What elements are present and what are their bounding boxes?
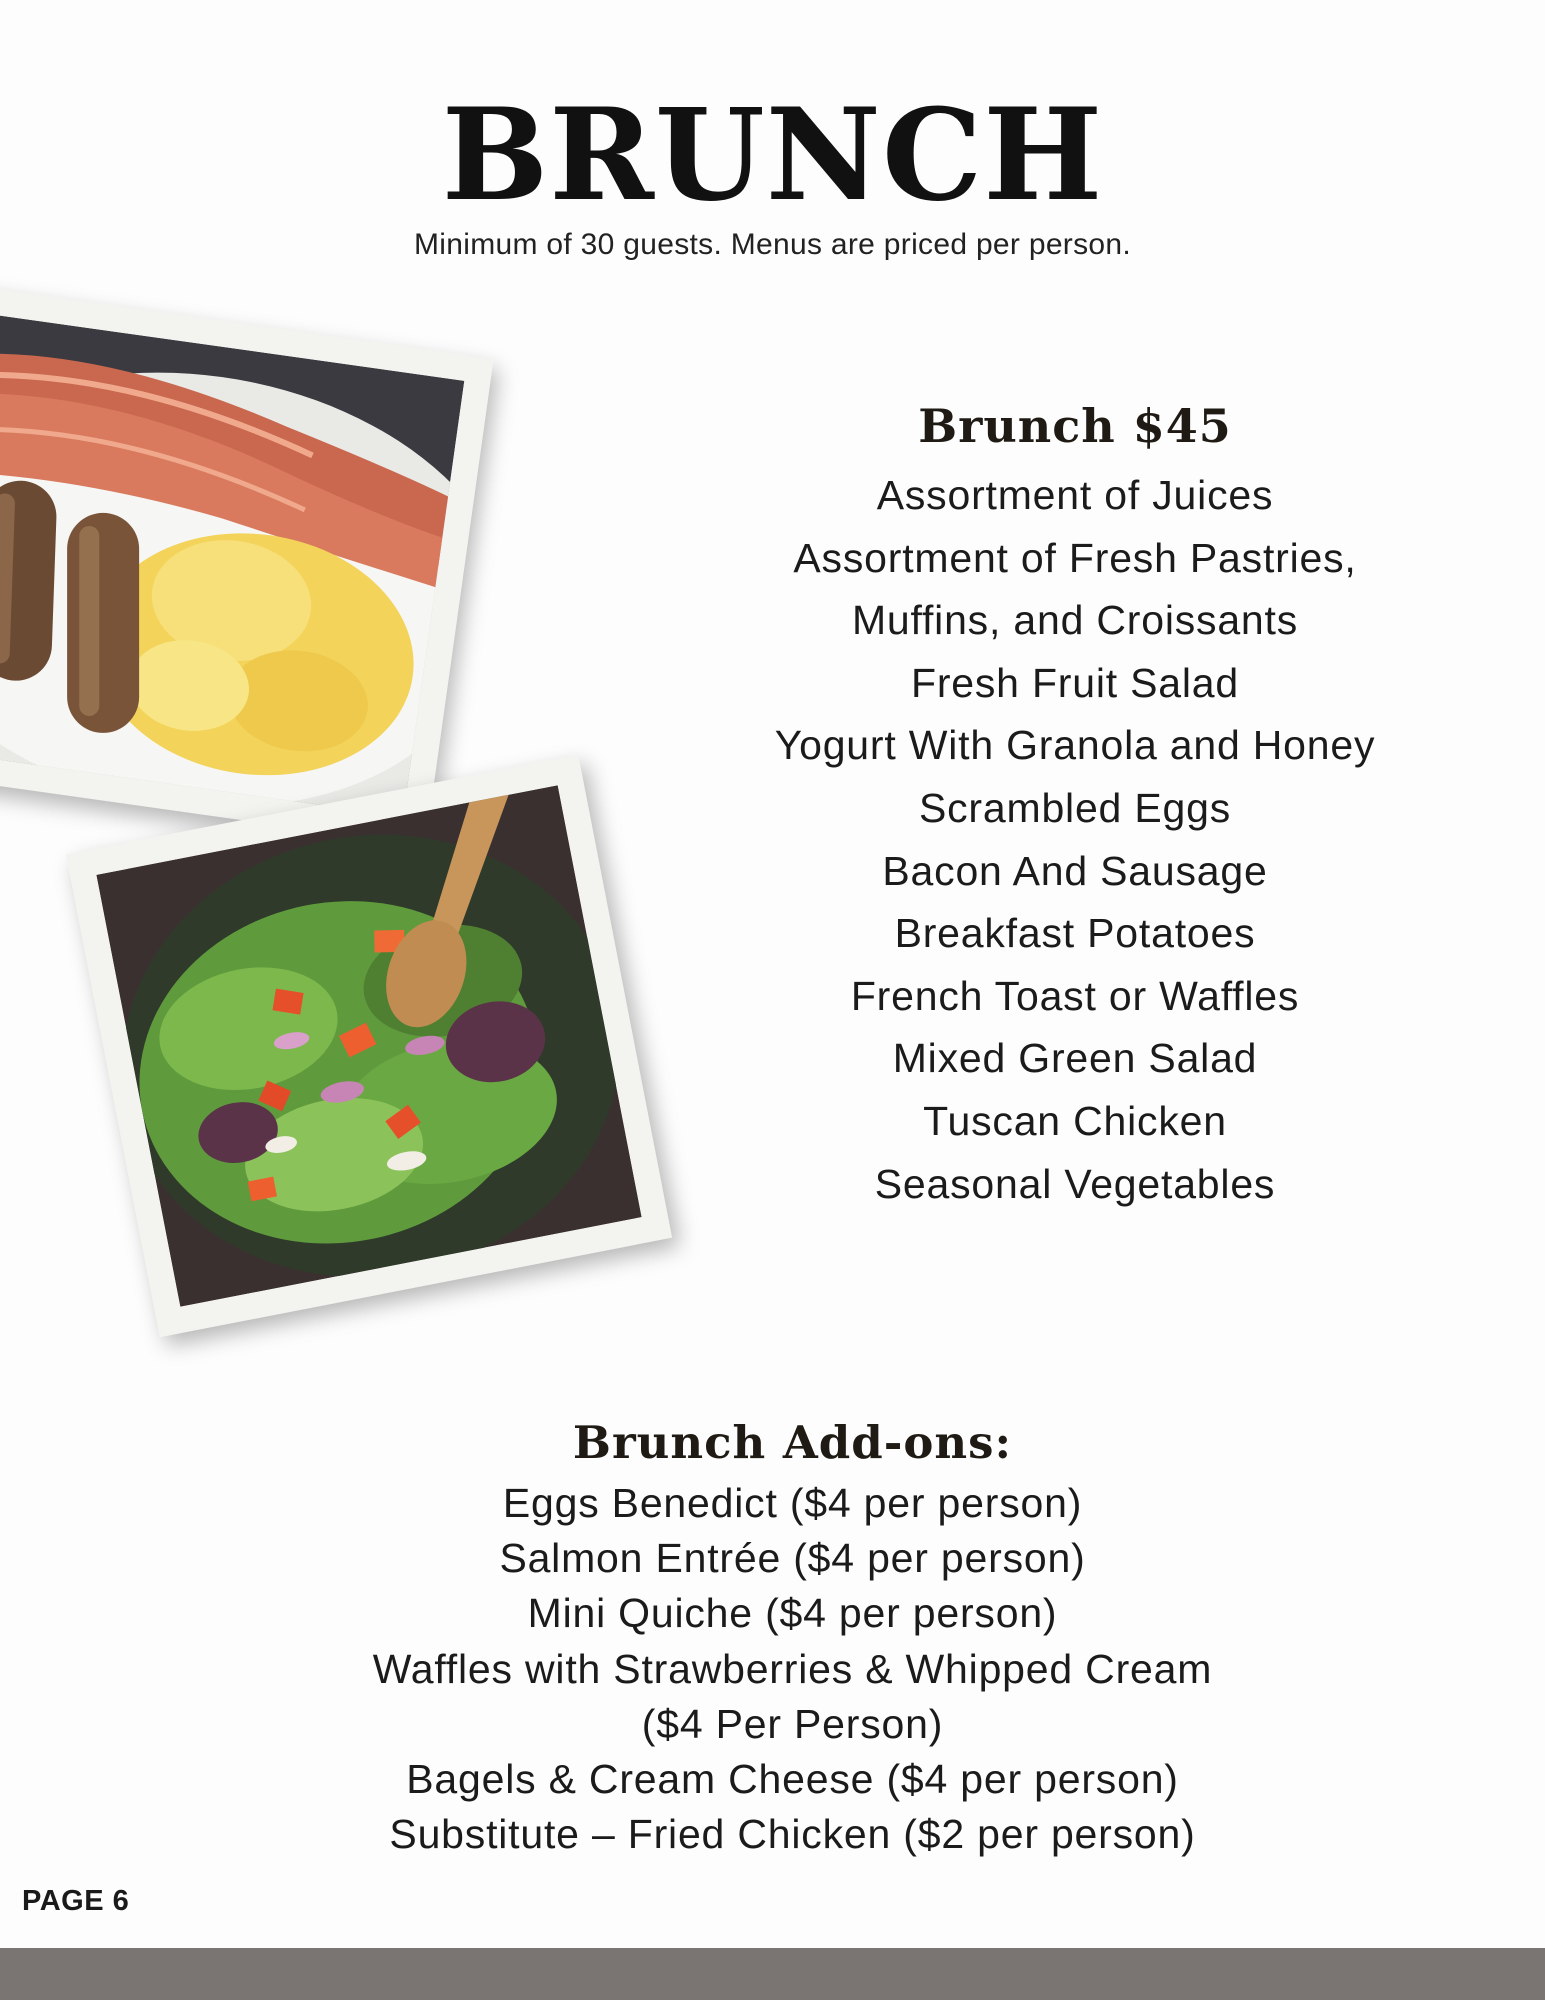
page-title: BRUNCH [441, 81, 1104, 229]
menu-item: Assortment of Fresh Pastries, [793, 534, 1357, 581]
menu-item: Fresh Fruit Salad [910, 659, 1240, 706]
menu-item: Yogurt With Granola and Honey [774, 722, 1376, 769]
menu-item: Scrambled Eggs [918, 784, 1231, 831]
menu-item: Breakfast Potatoes [894, 910, 1256, 957]
addon-item: Salmon Entrée ($4 per person) [499, 1535, 1086, 1582]
addon-item: Eggs Benedict ($4 per person) [502, 1480, 1083, 1526]
addons-section [180, 1414, 1405, 1862]
addon-item: ($4 Per Person) [641, 1700, 944, 1747]
brunch-menu [690, 398, 1460, 1215]
salad-photo [66, 755, 672, 1338]
menu-item: Assortment of Juices [876, 472, 1274, 518]
menu-item: French Toast or Waffles [850, 972, 1300, 1019]
page-subtitle: Minimum of 30 guests. Menus are priced per person. [414, 228, 1131, 261]
addon-item: Waffles with Strawberries & Whipped Cream [372, 1645, 1213, 1692]
page-number: PAGE 6 [22, 1885, 130, 1917]
addon-item: Substitute – Fried Chicken ($2 per person) [389, 1811, 1196, 1858]
addon-item: Mini Quiche ($4 per person) [527, 1590, 1058, 1637]
menu-item: Bacon And Sausage [882, 847, 1268, 894]
addon-item: Bagels & Cream Cheese ($4 per person) [406, 1756, 1179, 1803]
brunch-menu-heading: Brunch $45 [918, 399, 1232, 453]
menu-item: Tuscan Chicken [923, 1097, 1227, 1144]
menu-item: Muffins, and Croissants [851, 597, 1299, 644]
footer-bar [0, 1948, 1545, 2000]
menu-item: Seasonal Vegetables [874, 1160, 1276, 1207]
addons-heading: Brunch Add-ons: [572, 1416, 1013, 1469]
menu-item: Mixed Green Salad [892, 1035, 1258, 1082]
breakfast-photo [0, 286, 494, 846]
